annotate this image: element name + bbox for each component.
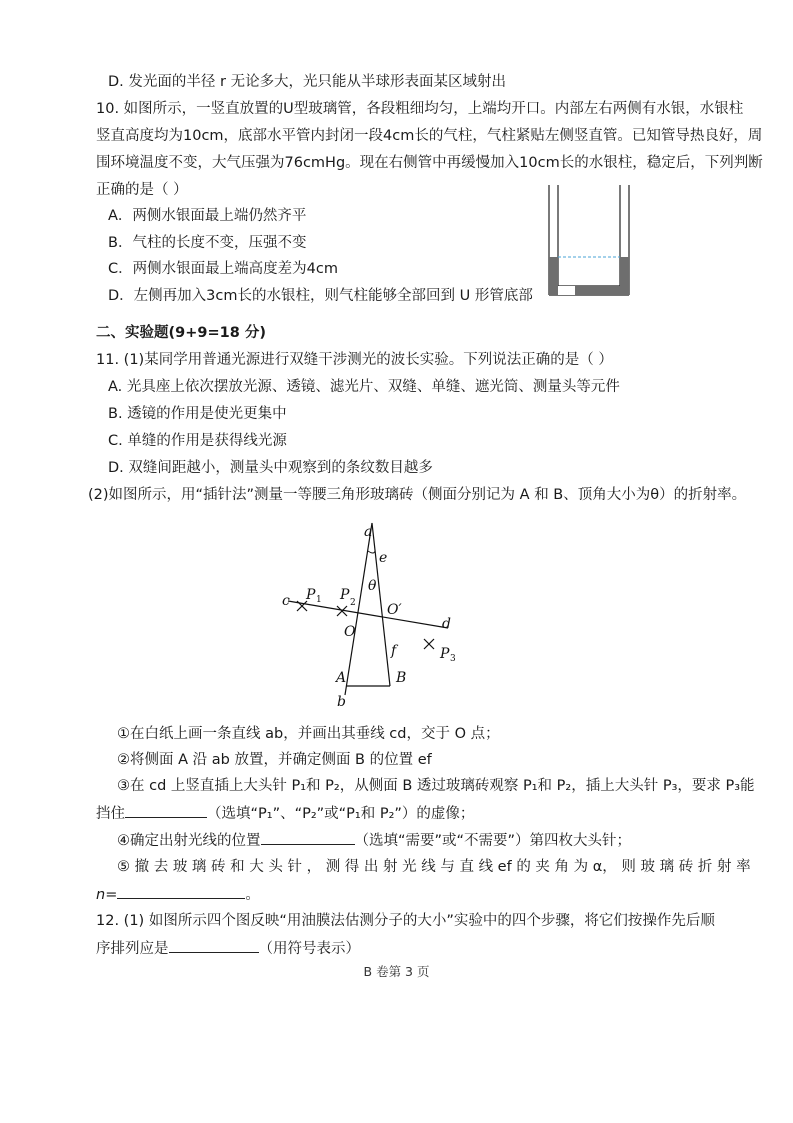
page-footer: B 卷第 3 页 [363, 964, 430, 979]
q11-step-3a: ③在 cd 上竖直插上大头针 P₁和 P₂，从侧面 B 透过玻璃砖观察 P₁和 P₂，插上大头针 P₃，要求 P₃能 [117, 778, 755, 794]
label-p2: P [340, 587, 350, 603]
label-c: c [282, 593, 290, 609]
q11-step-3b-pre: 挡住 [96, 806, 125, 822]
q11-part2-stem: (2)如图所示，用“插针法”测量一等腰三角形玻璃砖（侧面分别记为 A 和 B、顶角大小为θ）的折射率。 [88, 487, 747, 503]
q11-part1-stem: 11. (1)某同学用普通光源进行双缝干涉测光的波长实验。下列说法正确的是（ ） [96, 352, 613, 368]
answer-blank-4[interactable] [261, 830, 355, 845]
q10-stem-line-3: 围环境温度不变，大气压强为76cmHg。现在右侧管中再缓慢加入10cm长的水银柱，稳定后，下列判断 [96, 155, 763, 171]
q10-option-c: C．两侧水银面最上端高度差为4cm [108, 261, 338, 277]
q12-line-2-post: （用符号表示） [258, 941, 360, 957]
q11-step-3b-post: （选填“P₁”、“P₂”或“P₁和 P₂”）的虚像； [207, 806, 475, 822]
q10-stem-line-2: 竖直高度均为10cm，底部水平管内封闭一段4cm长的气柱，气柱紧贴左侧竖直管。已知管导热良好，周 [96, 128, 763, 144]
q11-step-3b [96, 803, 474, 824]
q11-option-b: B. 透镜的作用是使光更集中 [108, 406, 287, 422]
label-o-prime: O′ [387, 602, 402, 618]
label-d: d [442, 616, 451, 632]
q11-step-2: ②将侧面 A 沿 ab 放置，并确定侧面 B 的位置 ef [117, 752, 432, 768]
section-2-title: 二、实验题(9+9=18 分) [96, 325, 266, 341]
answer-blank-3[interactable] [125, 803, 207, 818]
prism-refraction-figure [270, 515, 490, 710]
answer-blank-5[interactable] [117, 884, 245, 899]
label-p1: P [306, 587, 316, 603]
q9-option-d: D. 发光面的半径 r 无论多大，光只能从半球形表面某区域射出 [108, 74, 507, 90]
q10-stem-line-1: 10. 如图所示，一竖直放置的U型玻璃管，各段粗细均匀，上端均开口。内部左右两侧有水银，水银柱 [96, 101, 744, 117]
label-e: e [379, 550, 388, 566]
q11-step-5b-post: 。 [245, 887, 260, 903]
label-o: O [344, 624, 356, 640]
label-B: B [396, 670, 407, 686]
q11-step-4-post: （选填“需要”或“不需要”）第四枚大头针； [354, 833, 632, 849]
q10-stem-line-4: 正确的是（ ） [96, 182, 188, 198]
label-p1-sub: 1 [316, 595, 322, 605]
q11-step-1: ①在白纸上画一条直线 ab，并画出其垂线 cd，交于 O 点； [117, 726, 500, 742]
label-a: a [364, 524, 373, 540]
q11-option-c: C. 单缝的作用是获得线光源 [108, 433, 287, 449]
q11-step-4-pre: ④确定出射光线的位置 [117, 833, 261, 849]
q12-line-2-pre: 序排列应是 [96, 941, 169, 957]
label-A: A [336, 670, 347, 686]
q11-option-d: D. 双缝间距越小，测量头中观察到的条纹数目越多 [108, 460, 433, 476]
q10-option-d: D．左侧再加入3cm长的水银柱，则气柱能够全部回到 U 形管底部 [108, 288, 533, 304]
label-f: f [391, 643, 397, 659]
q12-line-2 [96, 938, 360, 959]
label-theta: θ [368, 578, 377, 594]
q11-option-a: A. 光具座上依次摆放光源、透镜、滤光片、双缝、单缝、遮光筒、测量头等元件 [108, 379, 620, 395]
label-b: b [337, 694, 346, 710]
q10-option-a: A．两侧水银面最上端仍然齐平 [108, 208, 307, 224]
q12-line-1: 12. (1) 如图所示四个图反映“用油膜法估测分子的大小”实验中的四个步骤，将它们按操作先后顺 [96, 913, 715, 929]
label-p3: P [440, 646, 450, 662]
q11-step-4 [117, 830, 631, 851]
label-p3-sub: 3 [450, 654, 456, 664]
label-p2-sub: 2 [350, 598, 356, 608]
q11-step-5a: ⑤ 撤 去 玻 璃 砖 和 大 头 针 ， 测 得 出 射 光 线 与 直 线 ef 的 夹 角 为 α， 则 玻 璃 砖 折 射 率 [117, 859, 751, 875]
q11-step-5b-pre: n= [96, 887, 118, 903]
q10-option-b: B．气柱的长度不变，压强不变 [108, 235, 307, 251]
u-tube-figure [545, 183, 635, 298]
q11-step-5b [96, 884, 260, 905]
answer-blank-q12[interactable] [169, 938, 259, 953]
